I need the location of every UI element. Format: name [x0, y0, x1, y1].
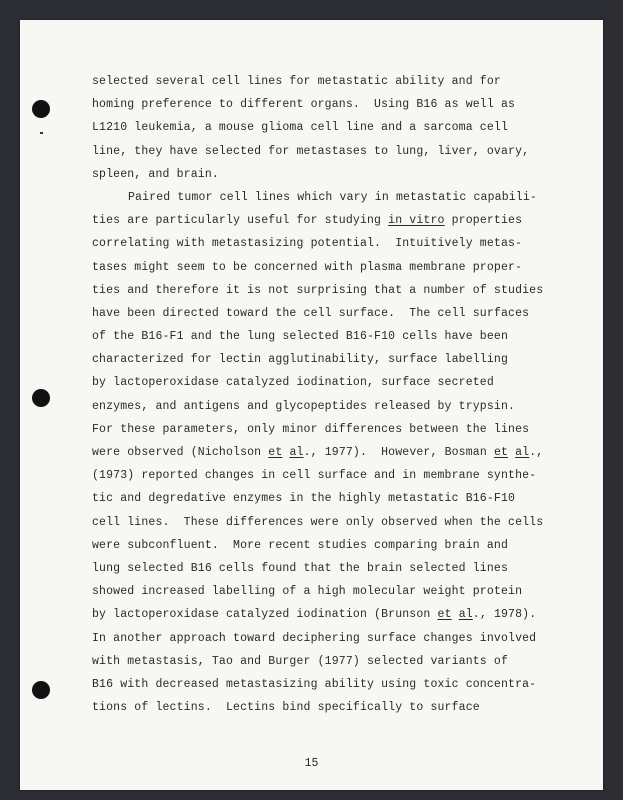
text-line: correlating with metastasizing potential. Intuitively metas-: [92, 237, 523, 251]
text-line: B16 with decreased metastasizing ability using toxic concentra-: [92, 677, 537, 691]
text-line: homing preference to different organs. Using B16 as well as: [92, 98, 516, 112]
text-segment: properties: [444, 214, 523, 228]
text-line: L1210 leukemia, a mouse glioma cell line and a sarcoma cell: [92, 121, 509, 135]
text-line: have been directed toward the cell surface. The cell surfaces: [92, 306, 530, 320]
text-line: (1973) reported changes in cell surface and in membrane synthe-: [92, 469, 537, 483]
underlined-term: al: [458, 608, 473, 622]
paragraph-start-line: Paired tumor cell lines which vary in metastatic capabili-: [128, 190, 537, 204]
text-segment: by lactoperoxidase catalyzed iodination (Brunson: [92, 608, 438, 622]
binder-hole-middle: [32, 389, 50, 407]
body-text: [92, 70, 562, 719]
binder-hole-top: [32, 100, 50, 118]
text-line: with metastasis, Tao and Burger (1977) selected variants of: [92, 654, 509, 668]
text-line: characterized for lectin agglutinability, surface labelling: [92, 353, 509, 367]
text-segment: ., 1977). However, Bosman: [303, 446, 494, 459]
text-segment: [452, 608, 459, 621]
page-number: 15: [304, 757, 319, 770]
text-line: [92, 441, 562, 464]
text-line: cell lines. These differences were only observed when the cells: [92, 515, 544, 529]
underlined-term: et: [268, 446, 283, 459]
text-line: were subconfluent. More recent studies comparing brain and: [92, 538, 509, 552]
text-line: In another approach toward deciphering surface changes involved: [92, 631, 537, 645]
text-line: tic and degredative enzymes in the highly metastatic B16-F10: [92, 492, 516, 506]
text-line: tions of lectins. Lectins bind specifically to surface: [92, 701, 480, 715]
text-segment: .,: [529, 446, 544, 459]
text-line: [92, 603, 562, 626]
underlined-term: et: [493, 446, 509, 459]
underlined-term: et: [437, 608, 452, 622]
text-line: ties and therefore it is not surprising that a number of studies: [92, 283, 544, 297]
text-line: spleen, and brain.: [92, 167, 219, 181]
binder-hole-bottom: [32, 681, 50, 699]
text-line: selected several cell lines for metastatic ability and for: [92, 75, 501, 88]
underlined-term: al: [289, 446, 304, 459]
underlined-term: in vitro: [388, 214, 445, 228]
page-mark: [40, 132, 43, 134]
text-line: line, they have selected for metastases to lung, liver, ovary,: [92, 144, 530, 158]
text-line: [92, 209, 562, 232]
text-line: For these parameters, only minor differences between the lines: [92, 422, 530, 436]
text-line: enzymes, and antigens and glycopeptides released by trypsin.: [92, 399, 516, 413]
underlined-term: al: [515, 446, 530, 459]
document-page: [20, 20, 603, 790]
text-line: by lactoperoxidase catalyzed iodination, surface secreted: [92, 376, 494, 390]
text-line: showed increased labelling of a high molecular weight protein: [92, 585, 523, 599]
text-segment: were observed (Nicholson: [92, 446, 269, 459]
text-line: lung selected B16 cells found that the brain selected lines: [92, 561, 509, 575]
text-line: tases might seem to be concerned with plasma membrane proper-: [92, 260, 523, 274]
text-segment: ties are particularly useful for studying: [92, 214, 389, 228]
text-segment: ., 1978).: [472, 608, 537, 622]
text-line: of the B16-F1 and the lung selected B16-F10 cells have been: [92, 330, 509, 344]
